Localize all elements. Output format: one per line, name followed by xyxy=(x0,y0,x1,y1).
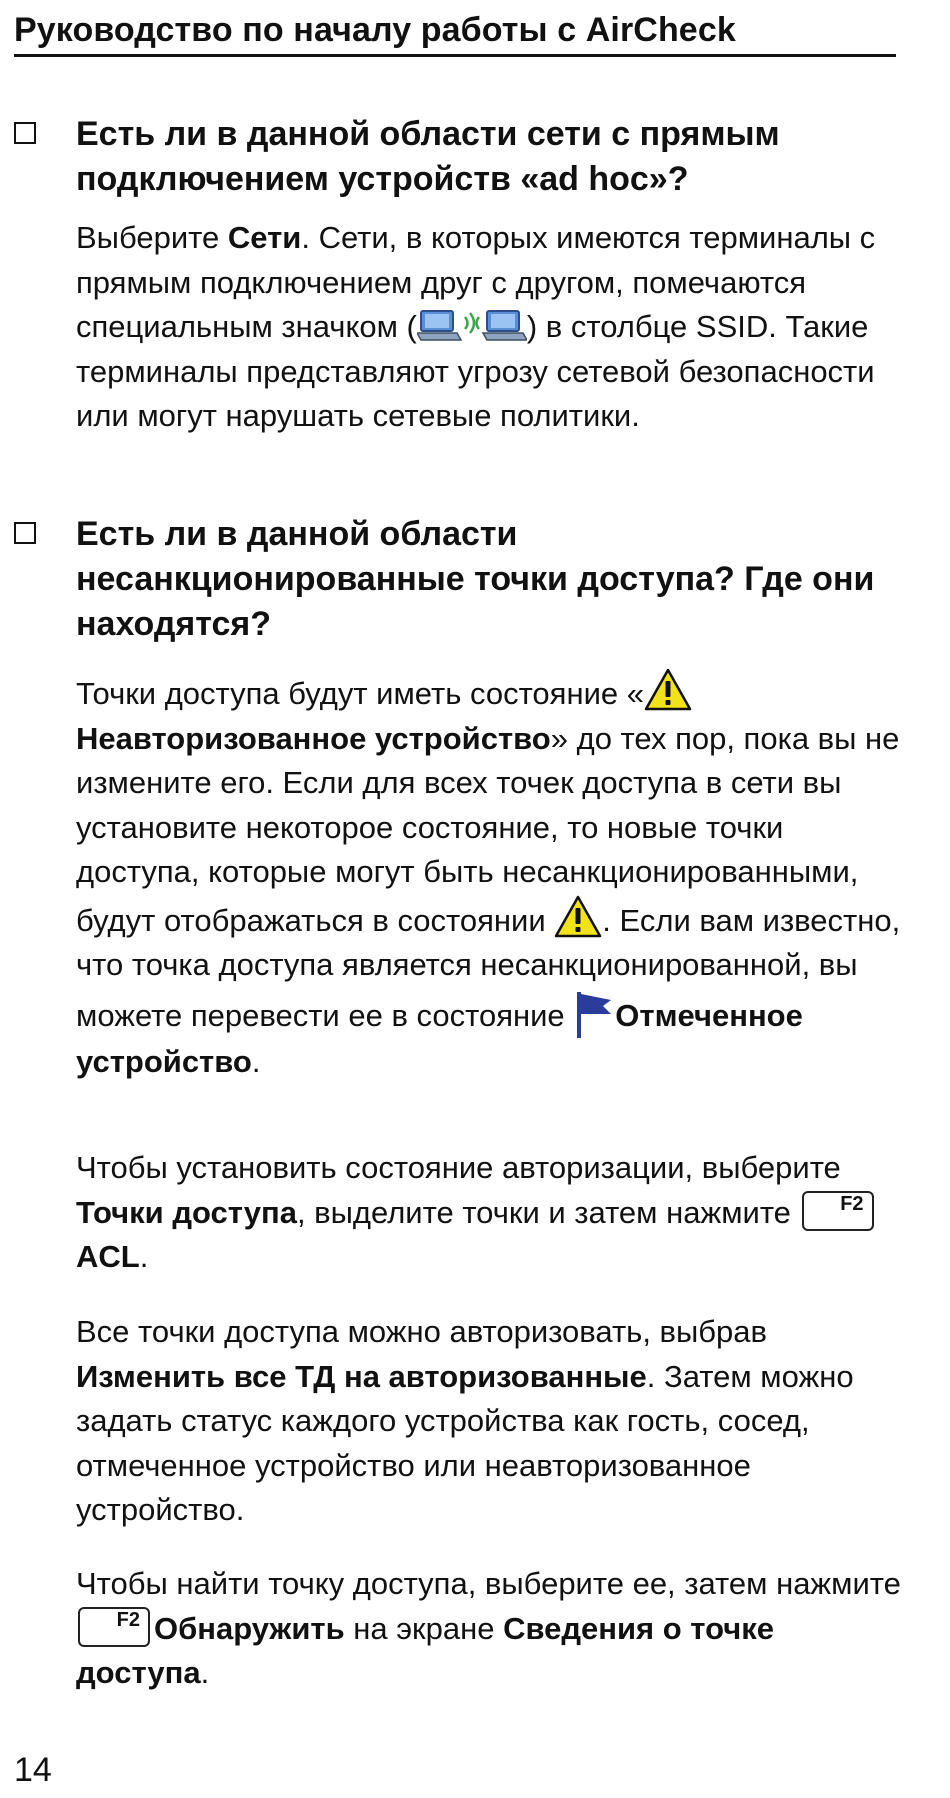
paragraph-2 xyxy=(76,668,906,1084)
warning-icon xyxy=(554,895,602,939)
status-flagged-device: Отмеченное устройство xyxy=(76,997,803,1079)
text: Все точки доступа можно авторизовать, выбрав xyxy=(76,1314,768,1349)
text: » до тех пор, пока вы не измените его. Если для всех точек доступа в сети вы установите некоторое состояние, то новые точки доступа, которые могут быть несанкционированными, будут отображаться в состоянии xyxy=(76,720,900,938)
status-unauthorized-device: Неавторизованное устройство xyxy=(76,720,551,756)
question-2 xyxy=(14,512,914,647)
flag-icon xyxy=(573,988,615,1040)
page-title: Руководство по началу работы с AirCheck xyxy=(14,11,736,49)
question-1-title: Есть ли в данной области сети с прямым подключением устройств «ad hoc»? xyxy=(76,115,780,198)
question-2-title: Есть ли в данной области несанкционированные точки доступа? Где они находятся? xyxy=(76,515,875,643)
text: Точки доступа будут иметь состояние « xyxy=(76,676,644,711)
text: . Сети, в которых имеются терминалы с прямым подключением друг с другом, помечаются специальным значком ( xyxy=(76,220,876,344)
paragraph-4 xyxy=(76,1310,906,1533)
adhoc-laptops-icon xyxy=(417,307,527,343)
checkbox-icon xyxy=(14,522,36,544)
ui-term-acl: ACL xyxy=(76,1239,140,1274)
ui-term-locate: Обнаружить xyxy=(154,1610,345,1646)
text: . xyxy=(251,1043,261,1079)
text: . xyxy=(200,1655,210,1690)
ui-term-ap-details: Сведения о точке доступа xyxy=(76,1610,774,1690)
paragraph-3 xyxy=(76,1146,906,1280)
text: , выделите точки и затем нажмите xyxy=(296,1194,800,1230)
text: . Если вам известно, что точка доступа является несанкционированной, вы можете перевести ее в состояние xyxy=(76,902,901,1033)
text: Чтобы найти точку доступа, выберите ее, затем нажмите xyxy=(76,1566,901,1601)
ui-term-networks: Сети xyxy=(227,220,302,255)
ui-term-authorize-all: Изменить все ТД на авторизованные xyxy=(76,1358,647,1394)
key-label: F2 xyxy=(840,1192,864,1215)
text: . xyxy=(139,1239,149,1274)
text: ) в столбце SSID. Такие терминалы представляют угрозу сетевой безопасности или могут нарушать сетевые политики. xyxy=(76,309,875,433)
checkbox-icon xyxy=(14,122,36,144)
f2-key-icon xyxy=(78,1607,150,1647)
key-label: F2 xyxy=(116,1608,140,1631)
ui-term-access-points: Точки доступа xyxy=(76,1194,297,1230)
paragraph-5 xyxy=(76,1562,906,1696)
paragraph-1 xyxy=(76,216,906,439)
text: Выберите xyxy=(76,220,228,255)
page-number: 14 xyxy=(14,1751,52,1789)
text: на экране xyxy=(344,1610,504,1646)
warning-icon xyxy=(644,668,692,712)
text: . Затем можно задать статус каждого устройства как гость, сосед, отмеченное устройство или неавторизованное устройство. xyxy=(76,1358,854,1527)
question-1 xyxy=(14,112,914,202)
f2-key-icon xyxy=(802,1191,874,1231)
page-header xyxy=(14,6,896,57)
text: Чтобы установить состояние авторизации, выберите xyxy=(76,1150,841,1185)
